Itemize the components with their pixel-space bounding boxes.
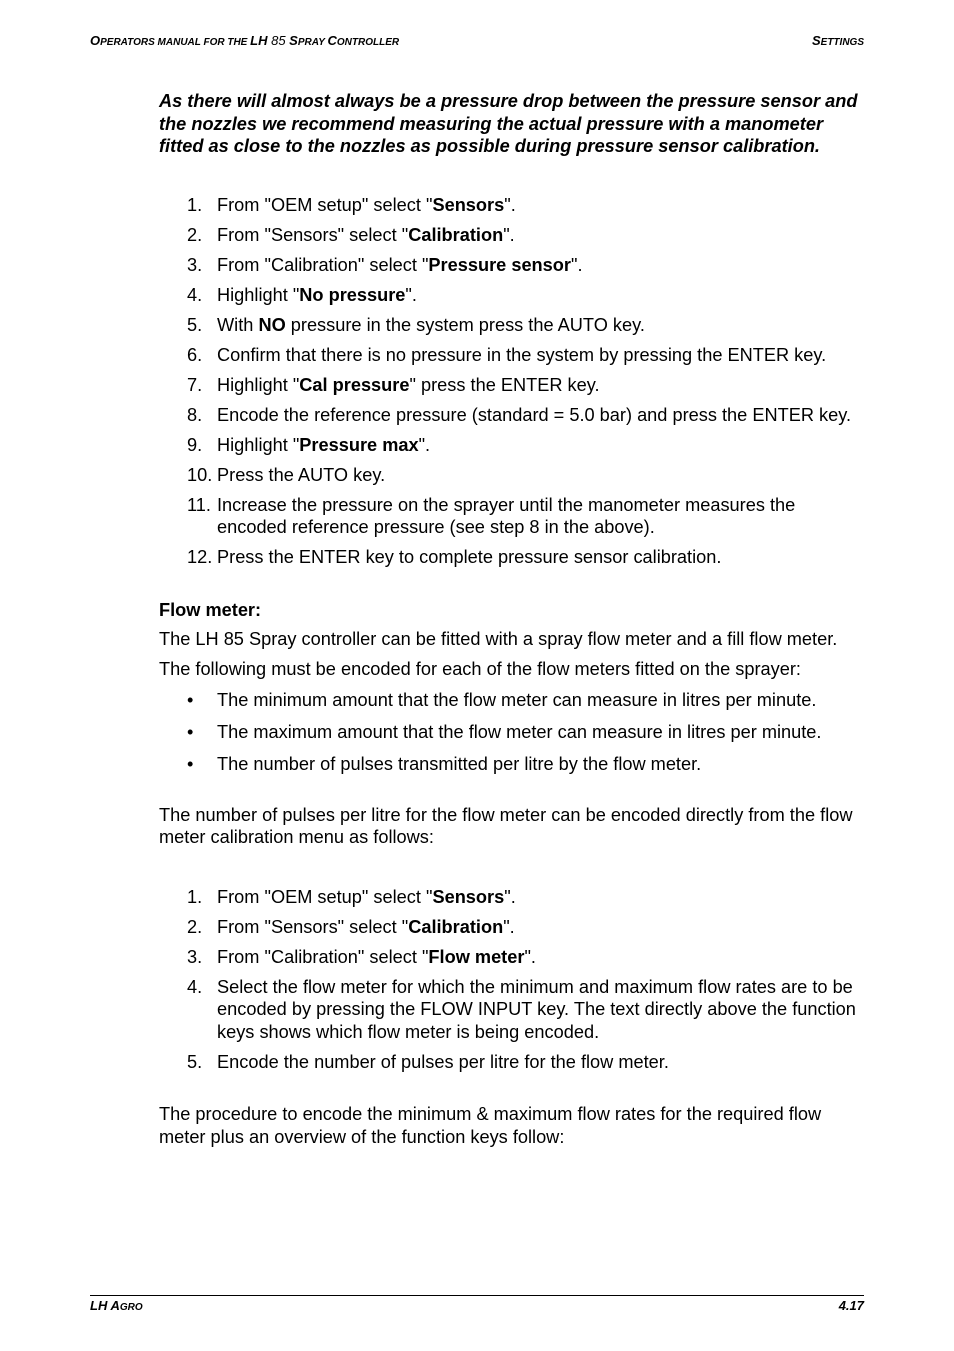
section-title-initial: S (811, 33, 821, 48)
step-text: From "Sensors" select " (217, 224, 409, 245)
step-number: 12. (187, 547, 213, 567)
company-name-rest: GRO (119, 1302, 143, 1313)
step-number: 5. (187, 1051, 203, 1072)
pressure-calibration-steps (159, 194, 869, 569)
step-item (159, 1051, 869, 1074)
step-number: 3. (187, 254, 203, 275)
step-text: Confirm that there is no pressure in the system by pressing the ENTER key. (217, 344, 827, 365)
step-text: ". (503, 224, 515, 245)
closing-paragraph: The procedure to encode the minimum & maximum flow rates for the required flow meter plus an overview of the function keys follow: (159, 1104, 822, 1147)
step-text: Increase the pressure on the sprayer until the manometer measures the encoded reference pressure (see step 8 in the above). (217, 494, 796, 537)
step-keyword: Calibration (408, 916, 504, 937)
step-keyword: Sensors (432, 194, 505, 215)
company-name-prefix: LH (90, 1298, 111, 1313)
step-number: 2. (187, 916, 203, 937)
bullet-icon: • (187, 722, 194, 742)
step-keyword: Flow meter (428, 946, 525, 967)
step-item (159, 976, 869, 1044)
step-number: 4. (187, 976, 203, 997)
step-text: With (217, 314, 259, 335)
step-item (159, 464, 869, 487)
flow-meter-requirements: The following must be encoded for each of the flow meters fitted on the sprayer: (159, 658, 801, 679)
step-text: pressure in the system press the AUTO key. (285, 314, 645, 335)
step-text: ". (504, 194, 516, 215)
flow-meter-calibration-steps (159, 886, 869, 1074)
step-number: 11. (187, 494, 211, 515)
flow-meter-heading: Flow meter: (159, 599, 262, 620)
step-item (159, 194, 869, 217)
step-item (159, 284, 869, 307)
title-rest: ONTROLLER (336, 37, 400, 48)
page-number: 4.17 (838, 1298, 864, 1313)
step-item (159, 254, 869, 277)
step-text: From "Calibration" select " (217, 946, 429, 967)
footer-divider (90, 1295, 864, 1296)
step-text: " press the ENTER key. (409, 374, 600, 395)
step-item (159, 374, 869, 397)
step-number: 1. (187, 194, 203, 215)
bullet-item (159, 753, 869, 776)
step-text: From "Sensors" select " (217, 916, 409, 937)
step-text: Encode the reference pressure (standard = 5.0 bar) and press the ENTER key. (217, 404, 852, 425)
bullet-text: The minimum amount that the flow meter can measure in litres per minute. (217, 690, 817, 710)
step-keyword: Cal pressure (299, 374, 410, 395)
bullet-text: The number of pulses transmitted per litre by the flow meter. (217, 754, 702, 774)
step-keyword: No pressure (299, 284, 406, 305)
flow-meter-intro: The LH 85 Spray controller can be fitted with a spray flow meter and a fill flow meter. (159, 629, 838, 649)
step-item (159, 314, 869, 337)
title-model: 85 (267, 33, 290, 48)
title-initial: S (289, 33, 298, 48)
step-number: 3. (187, 946, 203, 967)
step-number: 7. (187, 374, 203, 395)
step-text: Encode the number of pulses per litre for the flow meter. (217, 1051, 669, 1072)
page-content (159, 90, 869, 1148)
step-number: 4. (187, 284, 203, 305)
company-name (90, 1298, 143, 1313)
step-keyword: Calibration (408, 224, 504, 245)
step-text: Highlight " (217, 284, 300, 305)
step-item (159, 494, 869, 539)
step-number: 10. (187, 464, 213, 485)
section-title-rest: ETTINGS (820, 37, 864, 48)
bullet-icon: • (187, 754, 194, 774)
title-initial: O (90, 33, 101, 48)
pulses-paragraph: The number of pulses per litre for the flow meter can be encoded directly from the flow meter calibration menu as follows: (159, 804, 853, 847)
bullet-item (159, 721, 869, 744)
step-item (159, 946, 869, 969)
title-rest: PERATORS MANUAL FOR THE (100, 37, 251, 48)
title-product: LH (250, 33, 268, 48)
bullet-item (159, 689, 869, 712)
step-text: Highlight " (217, 434, 300, 455)
flow-meter-requirement-list (159, 689, 869, 776)
step-text: ". (418, 434, 431, 455)
step-number: 2. (187, 224, 203, 245)
step-item (159, 916, 869, 939)
title-rest: PRAY (297, 37, 328, 48)
step-text: Select the flow meter for which the minimum and maximum flow rates are to be encoded by pressing the FLOW INPUT key. The text directly above the function keys shows which flow meter is being encoded. (217, 976, 856, 1042)
step-item (159, 886, 869, 909)
step-item (159, 434, 869, 457)
step-item (159, 344, 869, 367)
step-text: ". (524, 946, 536, 967)
manual-title (90, 33, 399, 48)
title-initial: C (327, 33, 337, 48)
step-item (159, 224, 869, 247)
step-text: From "OEM setup" select " (217, 194, 433, 215)
step-text: Highlight " (217, 374, 300, 395)
step-number: 5. (187, 314, 203, 335)
step-number: 6. (187, 344, 203, 365)
step-text: From "OEM setup" select " (217, 886, 433, 907)
step-item (159, 546, 869, 569)
step-keyword: NO (258, 314, 286, 335)
step-text: ". (504, 886, 516, 907)
step-text: ". (570, 254, 583, 275)
step-keyword: Pressure max (299, 434, 419, 455)
step-item (159, 404, 869, 427)
step-text: ". (503, 916, 515, 937)
calibration-warning: As there will almost always be a pressure drop between the pressure sensor and the nozzles we recommend measuring the actual pressure with a manometer fitted as close to the nozzles as possible during pressure sensor calibration. (159, 91, 858, 156)
step-number: 9. (187, 434, 203, 455)
company-name-initial: A (110, 1298, 120, 1313)
step-number: 8. (187, 404, 203, 425)
step-text: From "Calibration" select " (217, 254, 429, 275)
step-keyword: Sensors (432, 886, 505, 907)
bullet-icon: • (187, 690, 194, 710)
step-text: ". (405, 284, 417, 305)
bullet-text: The maximum amount that the flow meter can measure in litres per minute. (217, 722, 822, 742)
step-text: Press the ENTER key to complete pressure sensor calibration. (217, 547, 722, 567)
step-keyword: Pressure sensor (428, 254, 571, 275)
section-title (812, 33, 864, 48)
step-number: 1. (187, 886, 203, 907)
step-text: Press the AUTO key. (217, 464, 386, 485)
